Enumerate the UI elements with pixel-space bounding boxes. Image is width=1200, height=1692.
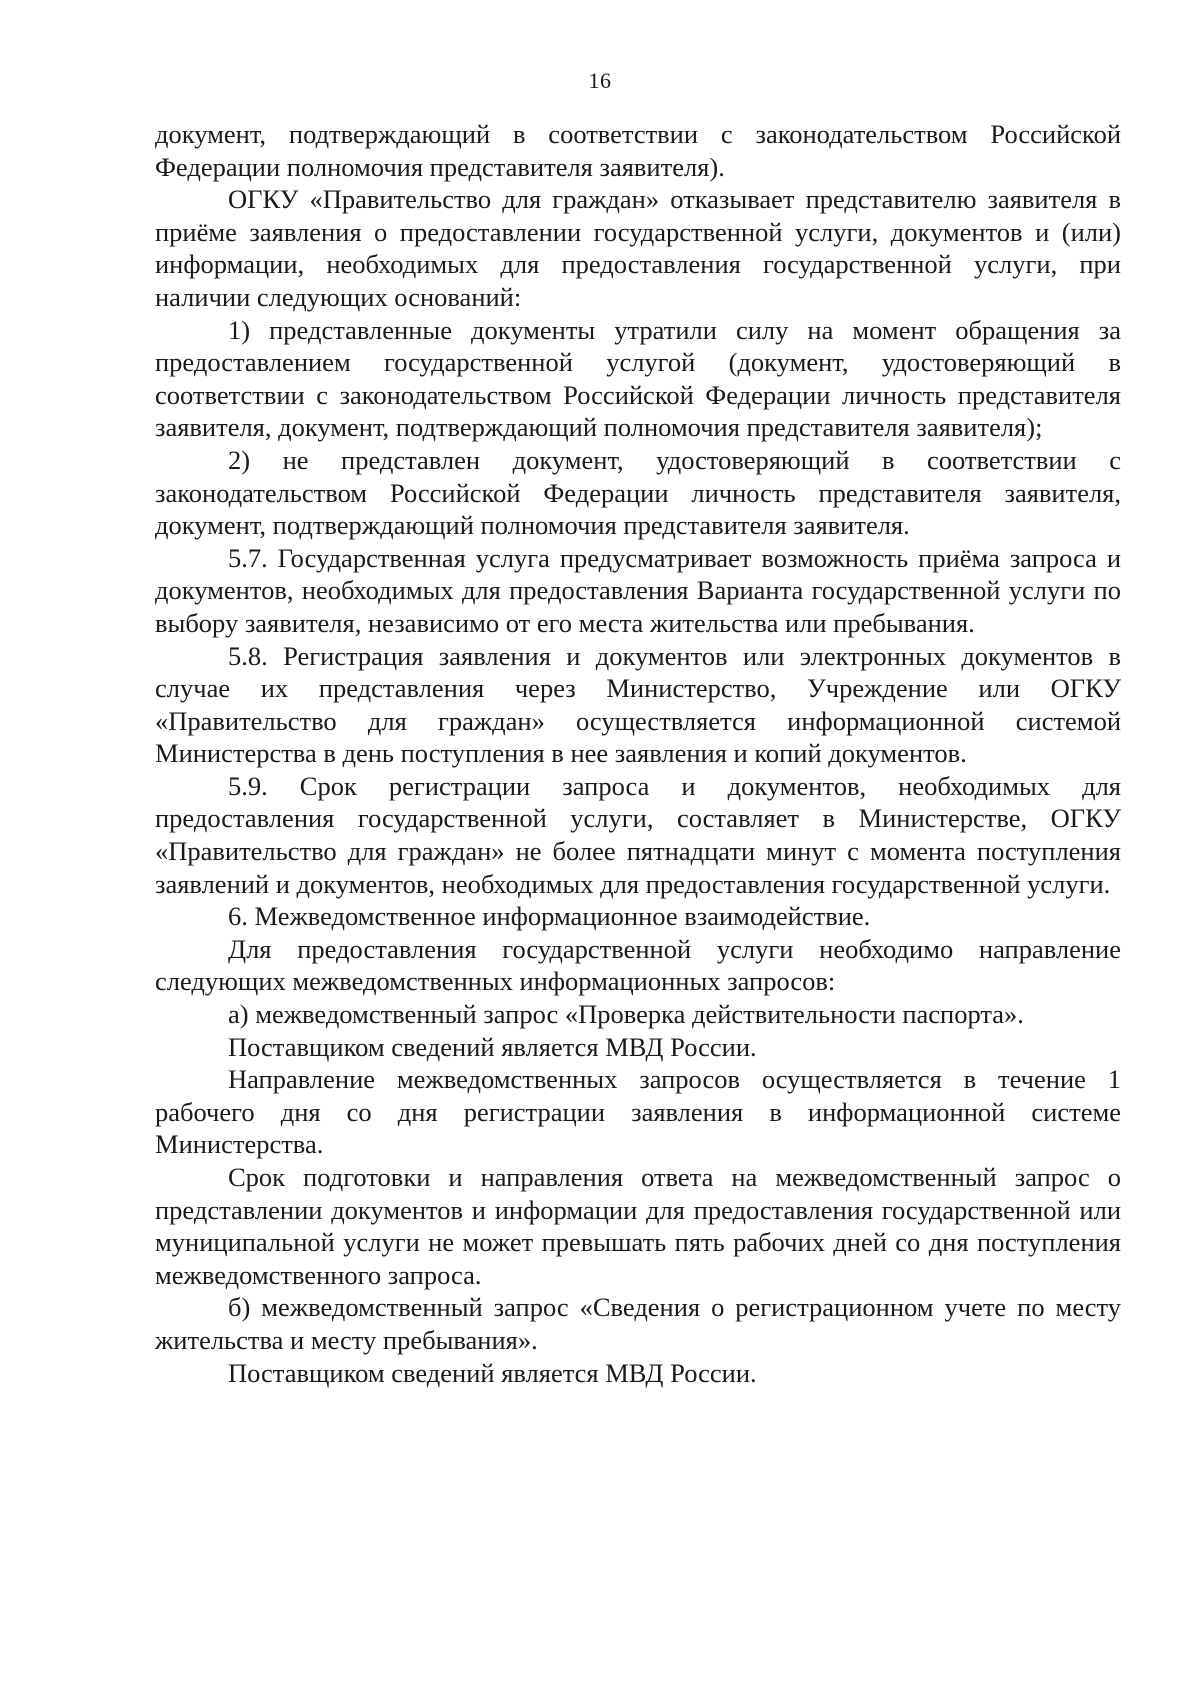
- paragraph-continuation: документ, подтверждающий в соответствии с законодательством Российской Федерации полномочия представителя заявителя).: [155, 119, 1121, 182]
- paragraph-response-deadline: Срок подготовки и направления ответа на межведомственный запрос о представлении документов и информации для предоставления государственной или муниципальной услуги не может превышать пять рабочих дней со дня поступления межведомственного запроса.: [155, 1162, 1121, 1290]
- paragraph-provider-a: Поставщиком сведений является МВД России.: [228, 1031, 757, 1062]
- paragraph-5-8: 5.8. Регистрация заявления и документов или электронных документов в случае их представления через Министерство, Учреждение или ОГКУ «Правительство для граждан» осуществляется информационной системой Министерства в день поступления в нее заявления и копий документов.: [155, 640, 1121, 769]
- paragraph-5-9: 5.9. Срок регистрации запроса и документов, необходимых для предоставления государственной услуги, составляет в Министерстве, ОГКУ «Правительство для граждан» не более пятнадцати минут с момента поступления заявлений и документов, необходимых для предоставления государственной услуги.: [155, 770, 1121, 899]
- paragraph-request-timing: Направление межведомственных запросов осуществляется в течение 1 рабочего дня со дня регистрации заявления в информационной системе Министерства.: [155, 1064, 1121, 1160]
- paragraph-requests-intro: Для предоставления государственной услуги необходимо направление следующих межведомственных информационных запросов:: [155, 933, 1121, 997]
- paragraph-5-7: 5.7. Государственная услуга предусматривает возможность приёма запроса и документов, необходимых для предоставления Варианта государственной услуги по выбору заявителя, независимо от его места жительства или пребывания.: [155, 542, 1121, 638]
- section-heading-6: 6. Межведомственное информационное взаимодействие.: [228, 901, 871, 932]
- document-body: [155, 118, 1121, 1389]
- paragraph-request-b: б) межведомственный запрос «Сведения о регистрационном учете по месту жительства и месту пребывания».: [155, 1292, 1121, 1355]
- page-number: 16: [588, 68, 612, 93]
- paragraph-request-a: а) межведомственный запрос «Проверка действительности паспорта».: [228, 999, 1024, 1030]
- paragraph-ground-1: 1) представленные документы утратили силу на момент обращения за предоставлением государственной услугой (документ, удостоверяющий в соответствии с законодательством Российской Федерации личность представителя заявителя, документ, подтверждающий полномочия представителя заявителя);: [155, 314, 1121, 443]
- paragraph-ground-2: 2) не представлен документ, удостоверяющий в соответствии с законодательством Российской Федерации личность представителя заявителя, документ, подтверждающий полномочия представителя заявителя.: [155, 444, 1121, 541]
- paragraph-provider-b: Поставщиком сведений является МВД России.: [228, 1357, 757, 1388]
- paragraph-refusal-grounds: ОГКУ «Правительство для граждан» отказывает представителю заявителя в приёме заявления о предоставлении государственной услуги, документов и (или) информации, необходимых для предоставления государственной услуги, при наличии следующих оснований:: [155, 184, 1121, 312]
